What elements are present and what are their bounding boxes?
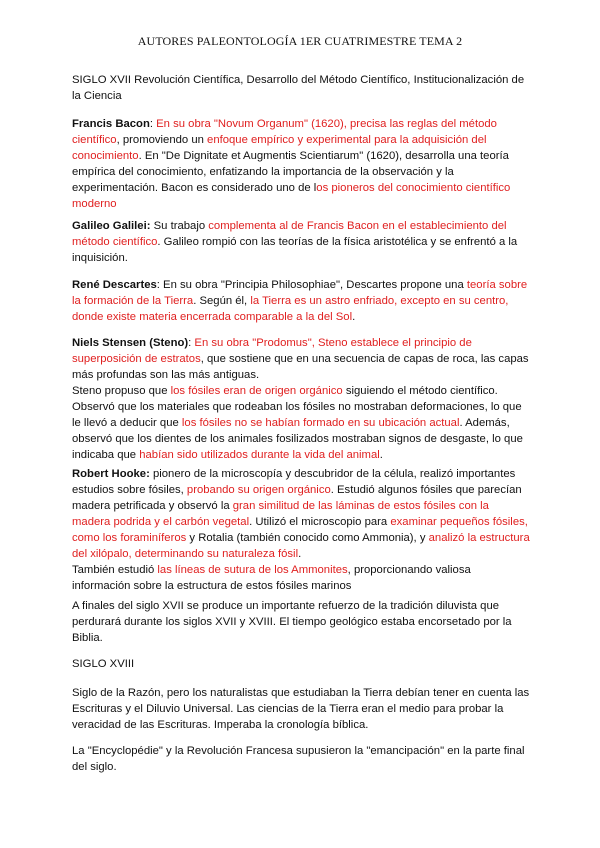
author-name-hooke: Robert Hooke: — [72, 468, 150, 480]
hooke-highlight-6: las líneas de sutura de los Ammonites — [157, 564, 348, 576]
siglo-xviii-heading: SIGLO XVIII — [72, 658, 135, 670]
author-name-descartes: René Descartes — [72, 279, 157, 291]
steno-highlight-5: habían sido utilizados durante la vida del animal — [139, 449, 380, 461]
galileo-text-1: Su trabajo — [150, 220, 209, 232]
bacon-text-1: : — [149, 118, 157, 130]
intro-paragraph: SIGLO XVII Revolución Científica, Desarrollo del Método Científico, Institucionalización de la Ciencia — [72, 74, 525, 102]
galileo-paragraph — [72, 218, 530, 266]
descartes-text-3: . — [352, 311, 356, 323]
galileo-highlight-1: complementa al de Francis Bacon en el establecimiento del método científico — [72, 220, 507, 248]
descartes-highlight-2: la Tierra es un astro enfriado, excepto en su centro, donde existe materia encerrada comparable a la del Sol — [72, 295, 509, 323]
steno-text-1: : — [188, 337, 195, 349]
steno-highlight-4: los fósiles no se habían formado en su ubicación actual — [181, 417, 460, 429]
steno-text-4: siguiendo el método científico. Observó que los materiales que rodeaban los fósiles no mostraban deformaciones, lo que le llevó a deducir que — [72, 385, 522, 429]
steno-text-2: , que sostiene que en una secuencia de capas de roca, las capas más profundas son las más antiguas. — [72, 353, 529, 381]
author-name-steno: Niels Stensen (Steno) — [72, 337, 189, 349]
author-name-bacon: Francis Bacon — [72, 118, 150, 130]
enciclopedia-paragraph: La "Encyclopédie" y la Revolución Francesa supusieron la "emancipación" en la parte final del siglo. — [72, 745, 525, 773]
descartes-paragraph — [72, 277, 530, 325]
hooke-highlight-4: analizó la estructura del xilópalo, determinando su naturaleza fósil — [72, 532, 530, 560]
steno-text-6: . — [379, 449, 383, 461]
bacon-text-2: , promoviendo un — [116, 134, 208, 146]
descartes-highlight-1: teoría sobre la formación de la Tierra — [72, 279, 528, 307]
hooke-text-6: También estudió — [72, 564, 158, 576]
document-title: AUTORES PALEONTOLOGÍA 1ER CUATRIMESTRE TEMA 2 — [137, 34, 463, 48]
hooke-highlight-1: probando su origen orgánico — [186, 484, 331, 496]
hooke-highlight-3: examinar pequeños fósiles, como los foraminíferos — [72, 516, 528, 544]
descartes-text-1: : En su obra "Principia Philosophiae", Descartes propone una — [156, 279, 467, 291]
steno-text-3: Steno propuso que — [72, 385, 171, 397]
hooke-paragraph — [72, 466, 530, 594]
hooke-highlight-2: gran similitud de las láminas de estos fósiles con la madera podrida y el carbón vegetal — [72, 500, 489, 528]
galileo-text-2: . Galileo rompió con las teorías de la física aristotélica y se enfrentó a la inquisición. — [72, 236, 518, 264]
bacon-highlight-2: enfoque empírico y experimental para la adquisición del conocimiento — [72, 134, 487, 162]
razon-paragraph: Siglo de la Razón, pero los naturalistas que estudiaban la Tierra debían tener en cuenta las Escrituras y el Diluvio Universal. Las ciencias de la Tierra eran el medio para probar la veracidad de las Escrituras. Imperaba la cronología bíblica. — [72, 687, 530, 731]
steno-text-5: . Además, observó que los dientes de los animales fosilizados mostraban signos de desgaste, lo que indicaba que — [72, 417, 523, 461]
hooke-text-5: . — [298, 548, 302, 560]
hooke-text-7: , proporcionando valiosa información sobre la estructura de estos fósiles marinos — [72, 564, 471, 592]
bacon-paragraph — [72, 116, 530, 212]
hooke-text-3: . Utilizó el microscopio para — [249, 516, 391, 528]
steno-paragraph — [72, 335, 530, 463]
descartes-text-2: . Según él, — [193, 295, 251, 307]
steno-highlight-1: En su obra "Prodomus", Steno establece el principio de superposición de estratos — [72, 337, 472, 365]
hooke-text-2: . Estudió algunos fósiles que parecían madera petrificada y observó la — [72, 484, 522, 512]
diluvismo-paragraph: A finales del siglo XVII se produce un importante refuerzo de la tradición diluvista que perdurará durante los siglos XVII y XVIII. El tiempo geológico estaba encorsetado por la Biblia. — [72, 600, 512, 644]
hooke-text-1: pionero de la microscopía y descubridor de la célula, realizó importantes estudios sobre fósiles, — [72, 468, 516, 496]
author-name-galileo: Galileo Galilei: — [72, 220, 151, 232]
steno-highlight-3: los fósiles eran de origen orgánico — [170, 385, 343, 397]
bacon-text-3: . En "De Dignitate et Augmentis Scientiarum" (1620), desarrolla una teoría empírica del conocimiento, enfatizando la importancia de la observación y la experimentación. Bacon es considerado uno de l — [72, 150, 509, 194]
bacon-highlight-1: En su obra "Novum Organum" (1620), precisa las reglas del método científico — [72, 118, 497, 146]
hooke-text-4: y Rotalia (también conocido como Ammonia), y — [186, 532, 429, 544]
bacon-highlight-3: os pioneros del conocimiento científico moderno — [72, 182, 511, 210]
